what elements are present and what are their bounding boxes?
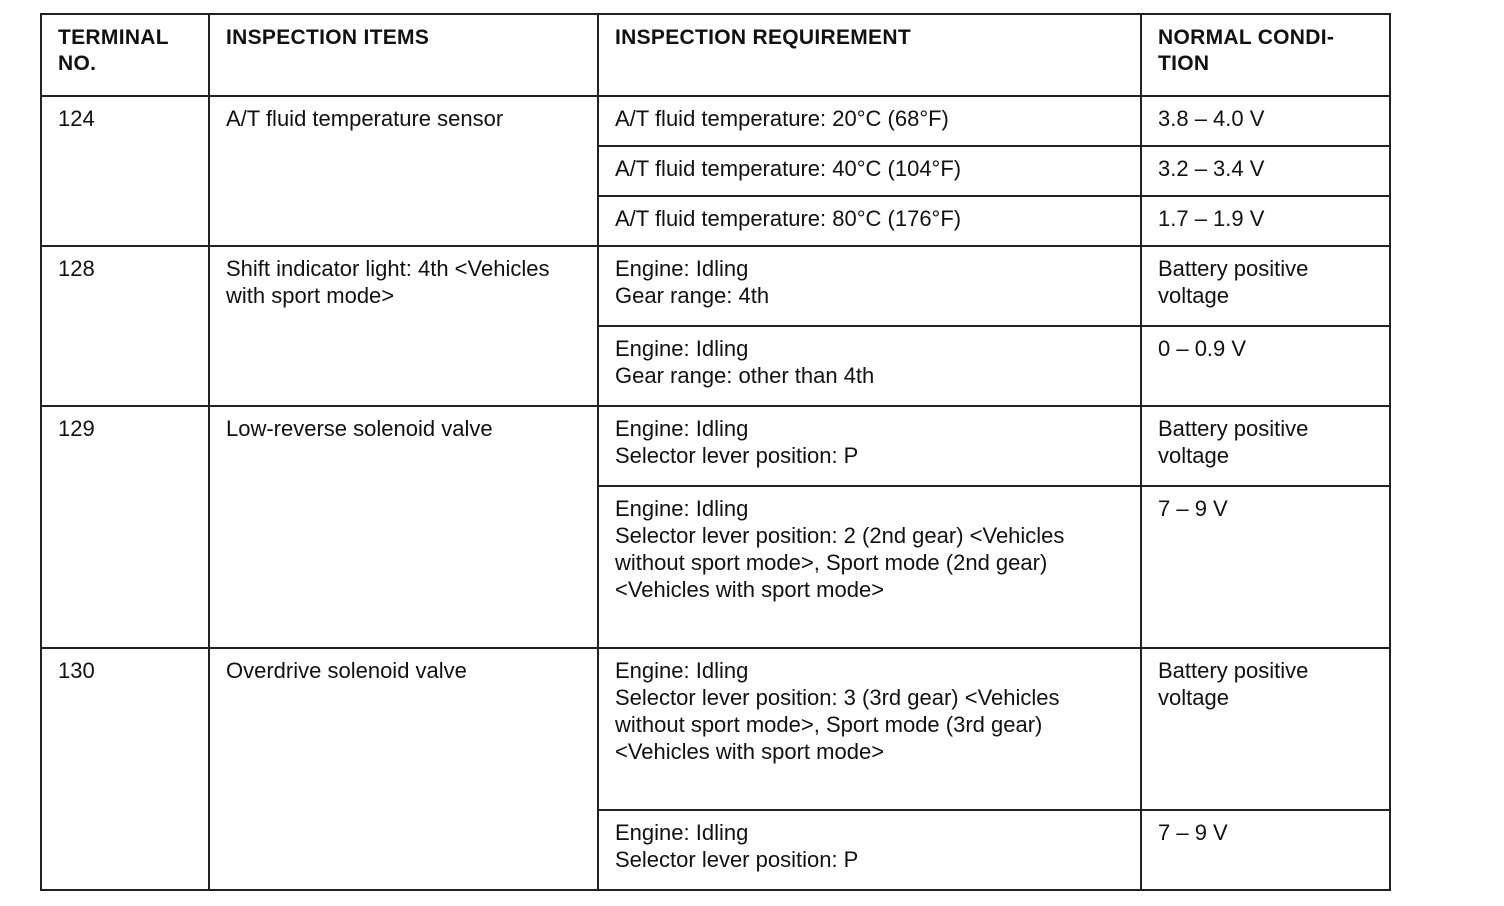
normal-condition-cell: 0 – 0.9 V bbox=[1141, 326, 1390, 406]
inspection-item-cell: Low-reverse solenoid valve bbox=[209, 406, 598, 648]
table-row bbox=[41, 246, 1390, 326]
requirement-cell bbox=[598, 326, 1141, 406]
inspection-item-cell: Shift indicator light: 4th <Vehicles with sport mode> bbox=[209, 246, 598, 406]
requirement-line: Engine: Idling bbox=[615, 336, 749, 361]
requirement-line: Engine: Idling bbox=[615, 416, 749, 441]
normal-condition-cell: 7 – 9 V bbox=[1141, 486, 1390, 648]
requirement-cell bbox=[598, 246, 1141, 326]
requirement-line: Selector lever position: 2 (2nd gear) <Vehicles without sport mode>, Sport mode (2nd gear) <Vehicles with sport mode> bbox=[615, 523, 1065, 602]
table-header-row bbox=[41, 14, 1390, 96]
requirement-cell bbox=[598, 810, 1141, 890]
normal-condition-cell: Battery positive voltage bbox=[1141, 246, 1390, 326]
terminal-cell: 130 bbox=[41, 648, 209, 890]
requirement-line: Selector lever position: 3 (3rd gear) <Vehicles without sport mode>, Sport mode (3rd gear) <Vehicles with sport mode> bbox=[615, 685, 1060, 764]
requirement-cell bbox=[598, 96, 1141, 146]
requirement-line: A/T fluid temperature: 40°C (104°F) bbox=[615, 156, 962, 181]
table-row bbox=[41, 406, 1390, 486]
normal-condition-cell: Battery positive voltage bbox=[1141, 406, 1390, 486]
requirement-cell bbox=[598, 196, 1141, 246]
requirement-cell bbox=[598, 406, 1141, 486]
requirement-line: Selector lever position: P bbox=[615, 847, 859, 872]
header-normal-condition: NORMAL CONDI-TION bbox=[1141, 14, 1390, 96]
terminal-cell: 128 bbox=[41, 246, 209, 406]
header-inspection-items: INSPECTION ITEMS bbox=[209, 14, 598, 96]
header-terminal-no: TERMINAL NO. bbox=[41, 14, 209, 96]
normal-condition-cell: 1.7 – 1.9 V bbox=[1141, 196, 1390, 246]
terminal-cell: 124 bbox=[41, 96, 209, 246]
requirement-line: Selector lever position: P bbox=[615, 443, 859, 468]
requirement-line: A/T fluid temperature: 80°C (176°F) bbox=[615, 206, 962, 231]
table-row bbox=[41, 96, 1390, 146]
requirement-line: Engine: Idling bbox=[615, 256, 749, 281]
requirement-line: A/T fluid temperature: 20°C (68°F) bbox=[615, 106, 949, 131]
inspection-table bbox=[40, 13, 1391, 891]
requirement-line: Engine: Idling bbox=[615, 820, 749, 845]
inspection-item-cell: A/T fluid temperature sensor bbox=[209, 96, 598, 246]
requirement-line: Engine: Idling bbox=[615, 658, 749, 683]
requirement-cell bbox=[598, 146, 1141, 196]
normal-condition-cell: 7 – 9 V bbox=[1141, 810, 1390, 890]
inspection-item-cell: Overdrive solenoid valve bbox=[209, 648, 598, 890]
normal-condition-cell: 3.8 – 4.0 V bbox=[1141, 96, 1390, 146]
normal-condition-cell: 3.2 – 3.4 V bbox=[1141, 146, 1390, 196]
table-row bbox=[41, 648, 1390, 810]
normal-condition-cell: Battery positive voltage bbox=[1141, 648, 1390, 810]
requirement-cell bbox=[598, 486, 1141, 648]
requirement-line: Engine: Idling bbox=[615, 496, 749, 521]
requirement-line: Gear range: 4th bbox=[615, 283, 770, 308]
header-inspection-requirement: INSPECTION REQUIREMENT bbox=[598, 14, 1141, 96]
terminal-cell: 129 bbox=[41, 406, 209, 648]
requirement-cell bbox=[598, 648, 1141, 810]
requirement-line: Gear range: other than 4th bbox=[615, 363, 875, 388]
